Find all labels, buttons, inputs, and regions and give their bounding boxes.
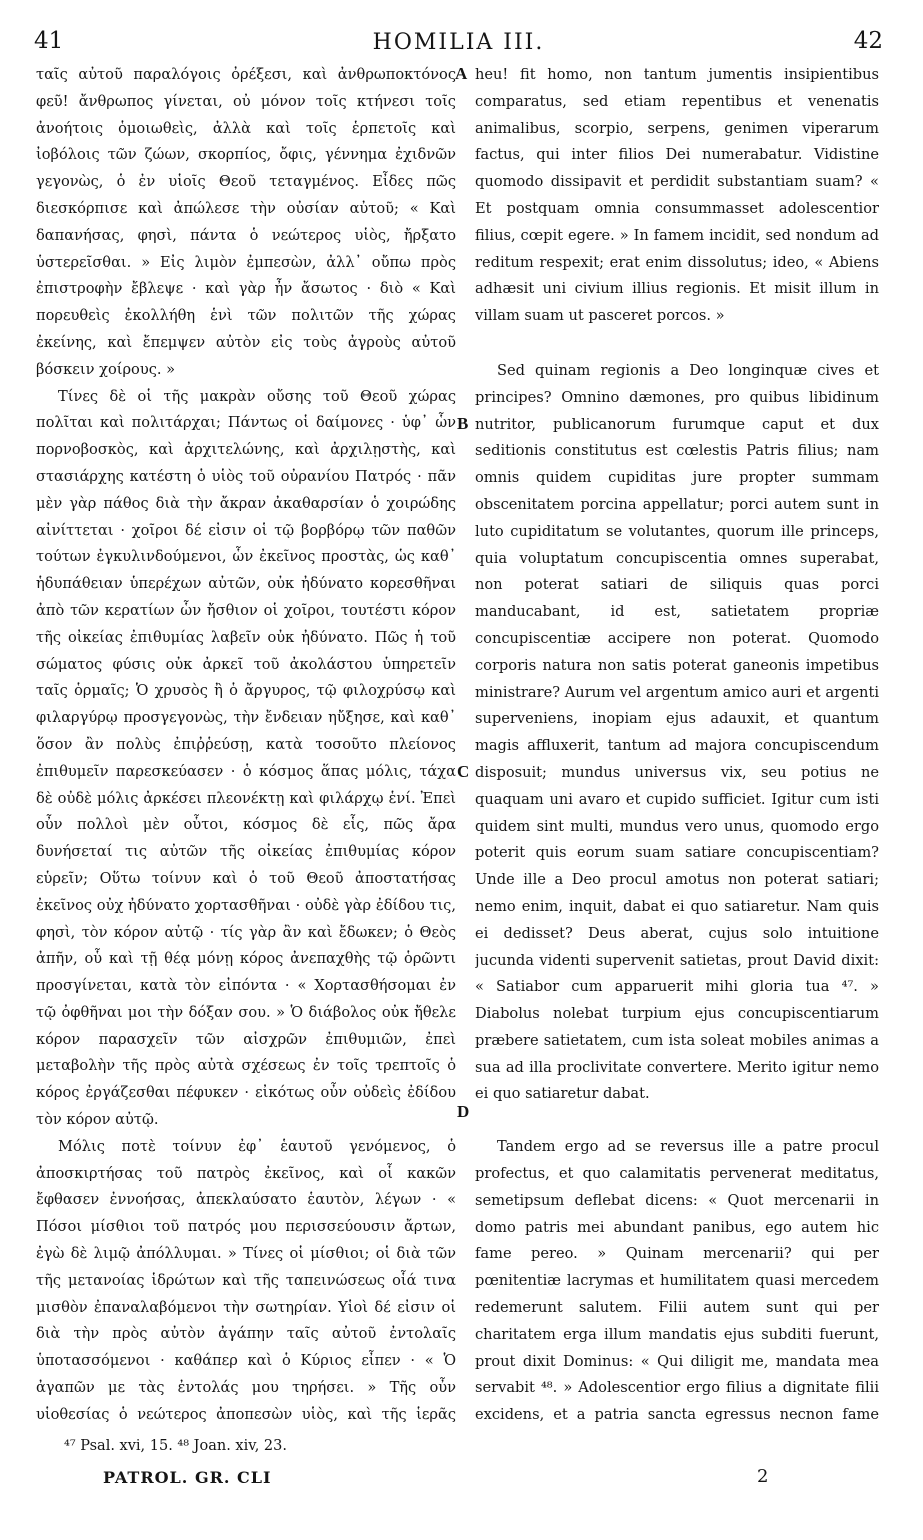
margin-marker-d: D: [457, 1102, 470, 1121]
latin-paragraph-1: heu! fit homo, non tantum jumentis insipientibus comparatus, sed etiam repentibus et venenatis animalibus, scorpio, serpens, genimen viperarum factus, qui inter filios Dei numerabatur. Vidistine quomodo dissipavit et perdidit substantiam suam? « Et postquam omnia consummasset adolescentior filius, cœpit egere. » In famem incidit, sed nondum ad reditum respexit; erat enim dissolutus; ideo, « Abiens adhæsit uni civium illius regionis. Et misit illum in villam suam ut pasceret porcos. »: [475, 66, 879, 325]
greek-paragraph-1: ταῖς αὐτοῦ παραλόγοις ὀρέξεσι, καὶ ἀνθρωποκτόνος φεῦ! ἄνθρωπος γίνεται, οὐ μόνον τοῖς κτήνεσι τοῖς ἀνοήτοις ὁμοιωθεὶς, ἀλλὰ καὶ τοῖς ἑρπετοῖς καὶ ἰοβόλοις τῶν ζώων, σκορπίος, ὄφις, γέννημα ἐχιδνῶν γεγονὼς, ὁ ἐν υἱοῖς Θεοῦ τεταγμένος. Εἶδες πῶς διεσκόρπισε καὶ ἀπώλεσε τὴν οὐσίαν αὐτοῦ; « Καὶ δαπανήσας, φησὶ, πάντα ὁ νεώτερος υἱὸς, ἤρξατο ὑστερεῖσθαι. » Εἰς λιμὸν ἐμπεσὼν, ἀλλ᾽ οὔπω πρὸς ἐπιστροφὴν ἔβλεψε · καὶ γὰρ ἦν ἄσωτος · διὸ « Καὶ πορευθεὶς ἐκολλήθη ἑνὶ τῶν πολιτῶν τῆς χώρας ἐκείνης, καὶ ἔπεμψεν αὐτὸν εἰς τοὺς ἀγροὺς αὐτοῦ βόσκειν χοίρους. »: [36, 66, 456, 378]
latin-paragraph-3: Tandem ergo ad se reversus ille a patre procul profectus, et quo calamitatis pervenerat meditatus, semetipsum deflebat dicens: « Quot mercenarii in domo patris mei abundant panibus, ego autem hic fame pereo. » Quinam mercenarii? qui per pœnitentiæ lacrymas et humilitatem quasi mercedem redemerunt salutem. Filii autem sunt qui per charitatem erga illum mandatis ejus subditi fuerunt, prout dixit Dominus: « Qui diligit me, mandata mea servabit ⁴⁸. » Adolescentior ergo filius a dignitate filii excidens, et a patria sancta egressus necnon fame: [475, 1138, 879, 1424]
greek-paragraph-2: Τίνες δὲ οἱ τῆς μακρὰν οὔσης τοῦ Θεοῦ χώρας πολῖται καὶ πολιτάρχαι; Πάντως οἱ δαίμονες · ὑφ᾽ ὧν πορνοβοσκὸς, καὶ ἀρχιτελώνης, καὶ ἀρχιλῃστὴς, καὶ στασιάρχης κατέστη ὁ υἱὸς τοῦ οὐρανίου Πατρός · πᾶν μὲν γὰρ πάθος διὰ τὴν ἄκραν ἀκαθαρσίαν ὁ χοιρώδης αἰνίττεται · χοῖροι δέ εἰσιν οἱ τῷ βορβόρῳ τῶν παθῶν τούτων ἐγκυλινδούμενοι, ὧν ἐκεῖνος προστὰς, ὡς καθ᾽ ἡδυπάθειαν ὑπερέχων αὐτῶν, οὐκ ἠδύνατο κορεσθῆναι ἀπὸ τῶν κερατίων ὧν ἤσθιον οἱ χοῖροι, τουτέστι κόρον τῆς οἰκείας ἐπιθυμίας λαβεῖν οὐκ ἠδύνατο. Πῶς ἡ τοῦ σώματος φύσις οὐκ ἀρκεῖ τοῦ ἀκολάστου ὑπηρετεῖν ταῖς ὁρμαῖς; Ὁ χρυσὸς ἢ ὁ ἄργυρος, τῷ φιλοχρύσῳ καὶ φιλαργύρῳ προσγεγονὼς, τὴν ἔνδειαν ηὔξησε, καὶ καθ᾽ ὅσον ἂν πολὺς ἐπιῤῥεύσῃ, κατὰ τοσοῦτο πλείονος ἐπιθυμεῖν παρεσκεύασεν · ὁ κόσμος ἅπας μόλις, τάχα δὲ οὐδὲ μόλις ἀρκέσει πλεονέκτῃ καὶ φιλάρχῳ ἑνί. Ἐπεὶ οὖν πολλοὶ μὲν οὗτοι, κόσμος δὲ εἷς, πῶς ἄρα δυνήσεταί τις αὐτῶν τῆς οἰκείας ἐπιθυμίας κόρον εὑρεῖν; Οὕτω τοίνυν καὶ ὁ τοῦ Θεοῦ ἀποστατήσας ἐκεῖνος οὐχ ἠδύνατο χορτασθῆναι · οὐδὲ γὰρ ἐδίδου τις, φησὶ, τὸν κόρον αὐτῷ · τίς γὰρ ἂν καὶ ἔδωκεν; ὁ Θεὸς ἀπῆν, οὗ καὶ τῇ θέᾳ μόνῃ κόρος ἀνεπαχθὴς τῷ ὁρῶντι προσγίνεται, κατὰ τὸν εἰπόντα · « Χορτασθήσομαι ἐν τῷ ὀφθῆναι μοι τὴν δόξαν σου. » Ὁ διάβολος οὐκ ἤθελε κόρον παρασχεῖν τῶν αἰσχρῶν ἐπιθυμιῶν, ἐπεὶ μεταβολὴν τῆς πρὸς αὐτὰ σχέσεως ἐν τοῖς τρεπτοῖς ὁ κόρος ἐργάζεσθαι πέφυκεν · εἰκότως οὖν οὐδεὶς ἐδίδου τὸν κόρον αὐτῷ.: [36, 387, 456, 1129]
footnotes: ⁴⁷ Psal. xvi, 15. ⁴⁸ Joan. xiv, 23.: [64, 1438, 287, 1454]
greek-paragraph-3: [36, 1134, 456, 1428]
greek-paragraph-3-text: Μόλις ποτὲ τοίνυν ἐφ᾽ ἑαυτοῦ γενόμενος, ὁ ἀποσκιρτήσας τοῦ πατρὸς ἐκεῖνος, καὶ οἷ κακῶν ἔφθασεν ἐννοήσας, ἀπεκλαύσατο ἑαυτὸν, λέγων · « Πόσοι μίσθιοι τοῦ πατρός μου περισσεύουσιν ἄρτων, ἐγὼ δὲ λιμῷ ἀπόλλυμαι. » Τίνες οἱ μίσθιοι; οἱ διὰ τῶν τῆς μετανοίας ἱδρώτων καὶ τῆς ταπεινώσεως οἷά τινα μισθὸν ἐπαναλαβόμενοι τὴν σωτηρίαν. Υἱοὶ δέ εἰσιν οἱ διὰ τὴν πρὸς αὐτὸν ἀγάπην ταῖς αὐτοῦ ἐντολαῖς ὑποτασσόμενοι · καθάπερ καὶ ὁ Κύριος εἶπεν · « Ὁ ἀγαπῶν με τὰς ἐντολάς μου τηρήσει. » Τῆς οὖν υἱοθεσίας ὁ νεώτερος ἀποπεσὼν υἱὸς, καὶ τῆς ἱερᾶς: [36, 1137, 456, 1423]
running-title: HOMILIA III.: [372, 30, 545, 55]
paragraph-gap: [475, 1108, 879, 1134]
page-header: [34, 28, 883, 64]
greek-column: [36, 62, 456, 1428]
page-number-left: 41: [34, 28, 64, 54]
margin-marker-a: A: [455, 64, 468, 83]
signature-mark: PATROL. GR. CLI: [103, 1468, 272, 1487]
margin-marker-b: B: [457, 414, 469, 433]
latin-column: [475, 62, 879, 1428]
latin-paragraph-2: Sed quinam regionis a Deo longinquæ cives et principes? Omnino dæmones, pro quibus libidinum nutritor, publicanorum furumque caput et dux seditionis constitutus est cœlestis Patris filius; nam omnis quidem cupiditas jure propter summam obscenitatem porcina appellatur; porci autem sunt in luto cupiditatum se volutantes, quorum ille princeps, quia voluptatum concupiscentia omnes superabat, non poterat satiari de siliquis quas porci manducabant, id est, satietatem propriæ concupiscentiæ accipere non poterat. Quomodo corporis natura non satis poterat ganeonis impetibus ministrare? Aurum vel argentum amico auri et argenti superveniens, inopiam ejus adauxit, et quantum magis affluxerit, tantum ad majora concupiscendum disposuit; mundus universus vix, seu potius ne quaquam uni avaro et cupido sufficiet. Igitur cum isti quidem sint multi, mundus vero unus, quomodo ergo poterit quis eorum suam satiare concupiscentiam? Unde ille a Deo procul amotus non poterat satiari; nemo enim, inquit, dabat ei quo satiaretur. Nam quis ei dedisset? Deus aberat, cujus solo intuitione jucunda videnti supervenit satietas, prout David dixit: « Satiabor cum apparuerit mihi gloria tua ⁴⁷. » Diabolus nolebat turpium ejus concupiscentiarum præbere satietatem, cum ista soleat mobiles animas a sua ad illa proclivitate convertere. Merito igitur nemo ei quo satiaretur dabat.: [475, 361, 879, 1103]
sheet-number: 2: [757, 1466, 769, 1487]
page-number-right: 42: [853, 28, 883, 54]
margin-marker-c: C: [457, 762, 470, 781]
paragraph-gap: [475, 330, 879, 358]
